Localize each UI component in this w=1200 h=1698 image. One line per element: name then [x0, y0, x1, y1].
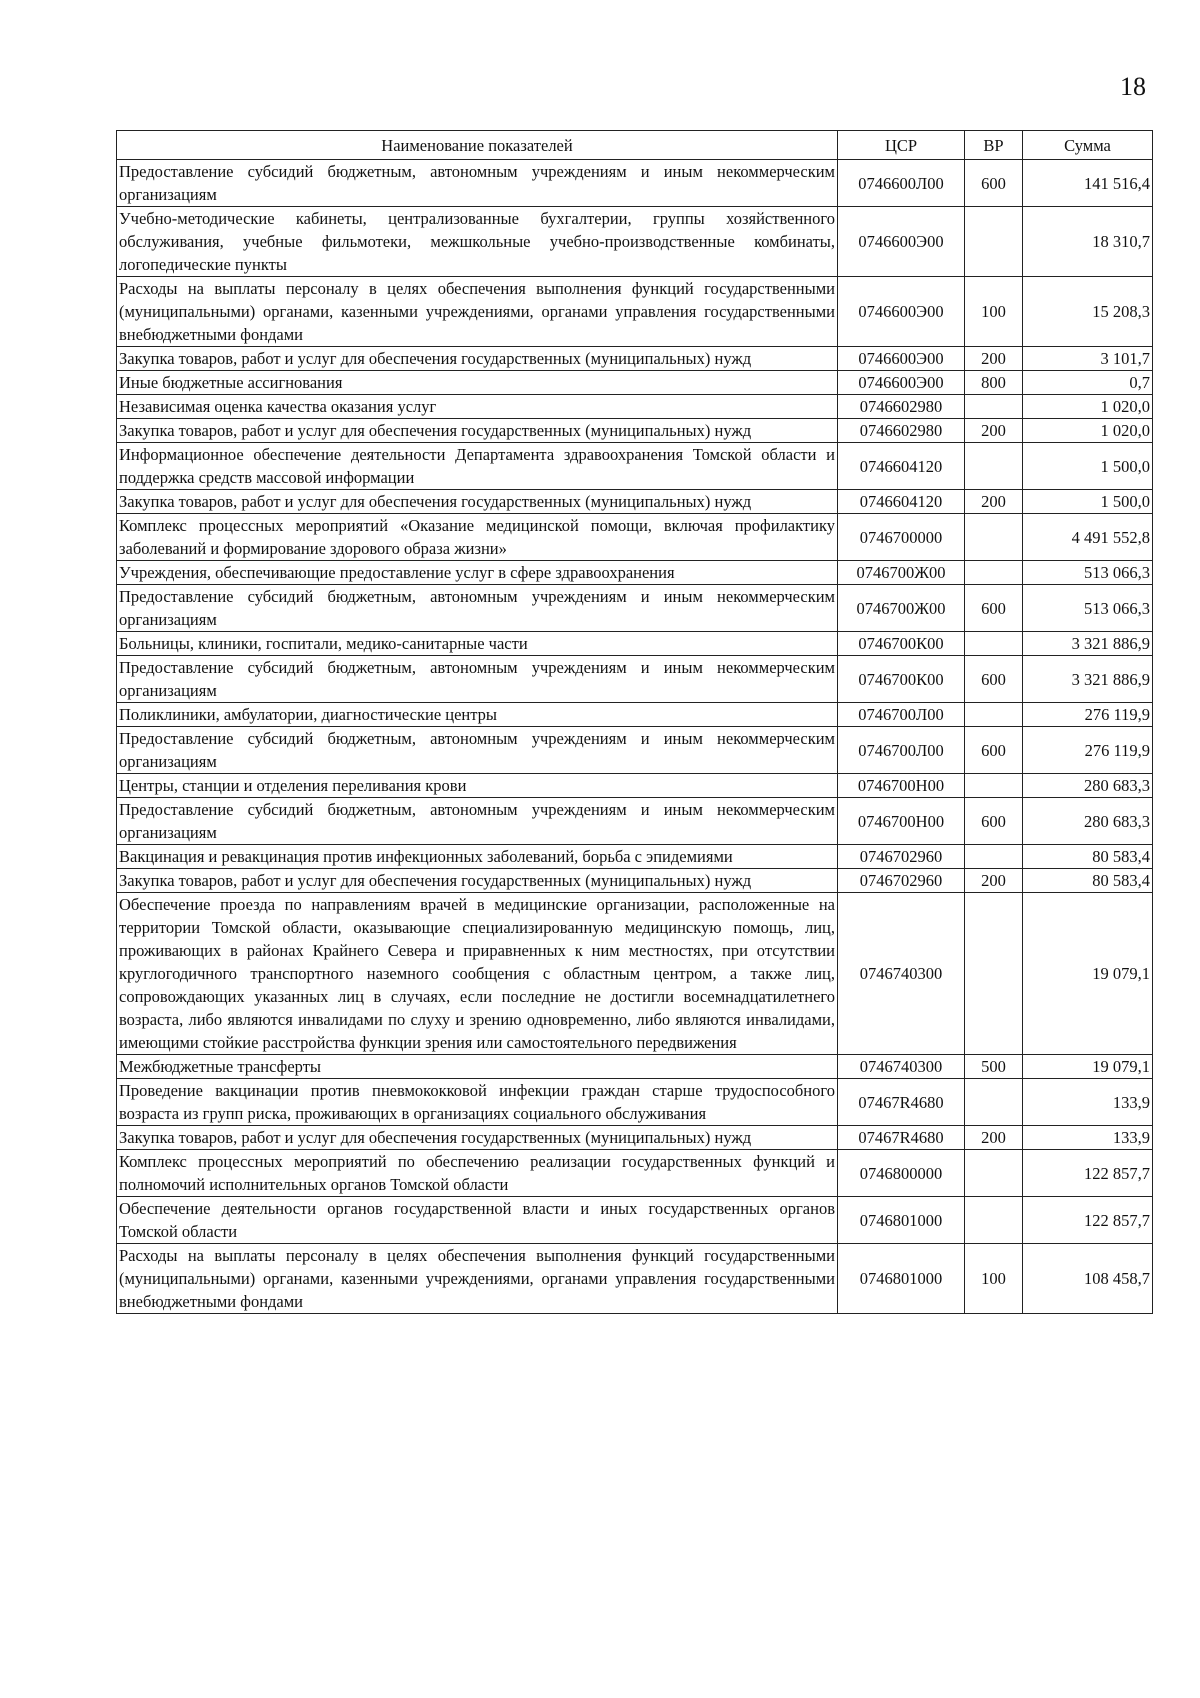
- cell-vr: [965, 514, 1023, 561]
- cell-sum: 133,9: [1023, 1079, 1153, 1126]
- cell-csr: 0746700Н00: [838, 798, 965, 845]
- cell-vr: [965, 774, 1023, 798]
- table-row: [117, 798, 1153, 845]
- cell-vr: 600: [965, 585, 1023, 632]
- cell-name: Предоставление субсидий бюджетным, автономным учреждениям и иным некоммерческим организациям: [117, 160, 838, 207]
- cell-csr: 0746702960: [838, 869, 965, 893]
- cell-name: Информационное обеспечение деятельности Департамента здравоохранения Томской области и поддержка средств массовой информации: [117, 443, 838, 490]
- cell-name: Расходы на выплаты персоналу в целях обеспечения выполнения функций государственными (муниципальными) органами, казенными учреждениями, органами управления государственными внебюджетными фондами: [117, 1244, 838, 1314]
- cell-csr: 0746740300: [838, 893, 965, 1055]
- table-row: [117, 727, 1153, 774]
- table-row: [117, 490, 1153, 514]
- table-row: [117, 869, 1153, 893]
- cell-vr: 200: [965, 419, 1023, 443]
- table-row: [117, 1079, 1153, 1126]
- table-row: [117, 1197, 1153, 1244]
- cell-vr: [965, 443, 1023, 490]
- cell-sum: 80 583,4: [1023, 869, 1153, 893]
- table-row: [117, 207, 1153, 277]
- cell-name: Комплекс процессных мероприятий по обеспечению реализации государственных функций и полномочий исполнительных органов Томской области: [117, 1150, 838, 1197]
- cell-vr: 100: [965, 1244, 1023, 1314]
- cell-csr: 0746700Л00: [838, 703, 965, 727]
- cell-csr: 0746600Э00: [838, 347, 965, 371]
- cell-sum: 4 491 552,8: [1023, 514, 1153, 561]
- cell-vr: [965, 893, 1023, 1055]
- cell-name: Закупка товаров, работ и услуг для обеспечения государственных (муниципальных) нужд: [117, 1126, 838, 1150]
- table-row: [117, 395, 1153, 419]
- cell-name: Закупка товаров, работ и услуг для обеспечения государственных (муниципальных) нужд: [117, 419, 838, 443]
- cell-csr: 0746700Ж00: [838, 585, 965, 632]
- cell-sum: 3 321 886,9: [1023, 632, 1153, 656]
- table-row: [117, 1150, 1153, 1197]
- cell-vr: 600: [965, 656, 1023, 703]
- cell-csr: 0746602980: [838, 419, 965, 443]
- cell-csr: 0746801000: [838, 1244, 965, 1314]
- cell-vr: [965, 395, 1023, 419]
- cell-csr: 0746801000: [838, 1197, 965, 1244]
- cell-sum: 1 500,0: [1023, 443, 1153, 490]
- table-row: [117, 1126, 1153, 1150]
- cell-csr: 0746604120: [838, 443, 965, 490]
- table-row: [117, 656, 1153, 703]
- table-row: [117, 347, 1153, 371]
- cell-csr: 0746700000: [838, 514, 965, 561]
- cell-csr: 0746600Л00: [838, 160, 965, 207]
- cell-vr: 800: [965, 371, 1023, 395]
- cell-name: Предоставление субсидий бюджетным, автономным учреждениям и иным некоммерческим организациям: [117, 727, 838, 774]
- cell-vr: 100: [965, 277, 1023, 347]
- cell-name: Обеспечение деятельности органов государственной власти и иных государственных органов Томской области: [117, 1197, 838, 1244]
- table-row: [117, 514, 1153, 561]
- cell-name: Закупка товаров, работ и услуг для обеспечения государственных (муниципальных) нужд: [117, 490, 838, 514]
- table-row: [117, 632, 1153, 656]
- cell-csr: 0746600Э00: [838, 277, 965, 347]
- table-row: [117, 160, 1153, 207]
- cell-vr: [965, 207, 1023, 277]
- cell-sum: 0,7: [1023, 371, 1153, 395]
- cell-name: Межбюджетные трансферты: [117, 1055, 838, 1079]
- page-number: 18: [1120, 72, 1146, 101]
- cell-vr: [965, 1197, 1023, 1244]
- cell-name: Предоставление субсидий бюджетным, автономным учреждениям и иным некоммерческим организациям: [117, 656, 838, 703]
- header-name: Наименование показателей: [117, 131, 838, 160]
- cell-csr: 0746702960: [838, 845, 965, 869]
- header-csr: ЦСР: [838, 131, 965, 160]
- cell-sum: 133,9: [1023, 1126, 1153, 1150]
- cell-sum: 3 321 886,9: [1023, 656, 1153, 703]
- header-vr: ВР: [965, 131, 1023, 160]
- cell-name: Проведение вакцинации против пневмококковой инфекции граждан старше трудоспособного возраста из групп риска, проживающих в организациях социального обслуживания: [117, 1079, 838, 1126]
- cell-csr: 0746800000: [838, 1150, 965, 1197]
- table-row: [117, 845, 1153, 869]
- cell-csr: 0746700Ж00: [838, 561, 965, 585]
- table-row: [117, 419, 1153, 443]
- table-row: [117, 561, 1153, 585]
- cell-name: Центры, станции и отделения переливания крови: [117, 774, 838, 798]
- cell-name: Обеспечение проезда по направлениям врачей в медицинские организации, расположенные на территории Томской области, оказывающие специализированную медицинскую помощь, лиц, проживающих в районах Крайнего Севера и приравненных к ним местностях, при отсутствии круглогодичного транспортного наземного сообщения с областным центром, а также лиц, сопровождающих указанных лиц в случаях, если последние не достигли восемнадцатилетнего возраста, либо являются инвалидами по слуху и зрению одновременно, либо являются инвалидами, имеющими стойкие расстройства функции зрения или самостоятельного передвижения: [117, 893, 838, 1055]
- cell-sum: 1 020,0: [1023, 395, 1153, 419]
- cell-sum: 1 020,0: [1023, 419, 1153, 443]
- cell-vr: 500: [965, 1055, 1023, 1079]
- cell-sum: 15 208,3: [1023, 277, 1153, 347]
- cell-csr: 07467R4680: [838, 1079, 965, 1126]
- cell-name: Комплекс процессных мероприятий «Оказание медицинской помощи, включая профилактику заболеваний и формирование здорового образа жизни»: [117, 514, 838, 561]
- cell-name: Закупка товаров, работ и услуг для обеспечения государственных (муниципальных) нужд: [117, 347, 838, 371]
- cell-sum: 19 079,1: [1023, 893, 1153, 1055]
- cell-vr: 600: [965, 160, 1023, 207]
- cell-sum: 141 516,4: [1023, 160, 1153, 207]
- table-row: [117, 774, 1153, 798]
- cell-sum: 276 119,9: [1023, 727, 1153, 774]
- table-row: [117, 1244, 1153, 1314]
- cell-name: Независимая оценка качества оказания услуг: [117, 395, 838, 419]
- cell-sum: 3 101,7: [1023, 347, 1153, 371]
- cell-sum: 280 683,3: [1023, 774, 1153, 798]
- cell-csr: 0746600Э00: [838, 371, 965, 395]
- cell-vr: [965, 703, 1023, 727]
- cell-vr: [965, 632, 1023, 656]
- cell-name: Предоставление субсидий бюджетным, автономным учреждениям и иным некоммерческим организациям: [117, 585, 838, 632]
- cell-name: Учреждения, обеспечивающие предоставление услуг в сфере здравоохранения: [117, 561, 838, 585]
- cell-csr: 0746600Э00: [838, 207, 965, 277]
- table-row: [117, 703, 1153, 727]
- cell-vr: [965, 1150, 1023, 1197]
- cell-name: Расходы на выплаты персоналу в целях обеспечения выполнения функций государственными (муниципальными) органами, казенными учреждениями, органами управления государственными внебюджетными фондами: [117, 277, 838, 347]
- table-row: [117, 1055, 1153, 1079]
- cell-vr: [965, 845, 1023, 869]
- cell-name: Учебно-методические кабинеты, централизованные бухгалтерии, группы хозяйственного обслуживания, учебные фильмотеки, межшкольные учебно-производственные комбинаты, логопедические пункты: [117, 207, 838, 277]
- budget-table: [116, 130, 1153, 1314]
- table-row: [117, 893, 1153, 1055]
- table-row: [117, 443, 1153, 490]
- table-row: [117, 277, 1153, 347]
- cell-sum: 276 119,9: [1023, 703, 1153, 727]
- table-header-row: [117, 131, 1153, 160]
- header-sum: Сумма: [1023, 131, 1153, 160]
- cell-name: Поликлиники, амбулатории, диагностические центры: [117, 703, 838, 727]
- cell-sum: 513 066,3: [1023, 585, 1153, 632]
- cell-vr: 600: [965, 727, 1023, 774]
- cell-sum: 513 066,3: [1023, 561, 1153, 585]
- cell-csr: 0746700К00: [838, 656, 965, 703]
- cell-sum: 18 310,7: [1023, 207, 1153, 277]
- table-row: [117, 585, 1153, 632]
- cell-csr: 07467R4680: [838, 1126, 965, 1150]
- cell-sum: 108 458,7: [1023, 1244, 1153, 1314]
- cell-csr: 0746700К00: [838, 632, 965, 656]
- cell-name: Больницы, клиники, госпитали, медико-санитарные части: [117, 632, 838, 656]
- cell-csr: 0746700Л00: [838, 727, 965, 774]
- cell-vr: [965, 561, 1023, 585]
- cell-csr: 0746602980: [838, 395, 965, 419]
- cell-vr: 600: [965, 798, 1023, 845]
- cell-name: Закупка товаров, работ и услуг для обеспечения государственных (муниципальных) нужд: [117, 869, 838, 893]
- cell-sum: 280 683,3: [1023, 798, 1153, 845]
- cell-name: Вакцинация и ревакцинация против инфекционных заболеваний, борьба с эпидемиями: [117, 845, 838, 869]
- cell-vr: [965, 1079, 1023, 1126]
- cell-vr: 200: [965, 347, 1023, 371]
- table-row: [117, 371, 1153, 395]
- cell-name: Предоставление субсидий бюджетным, автономным учреждениям и иным некоммерческим организациям: [117, 798, 838, 845]
- cell-name: Иные бюджетные ассигнования: [117, 371, 838, 395]
- cell-sum: 122 857,7: [1023, 1150, 1153, 1197]
- cell-csr: 0746740300: [838, 1055, 965, 1079]
- cell-sum: 122 857,7: [1023, 1197, 1153, 1244]
- cell-sum: 1 500,0: [1023, 490, 1153, 514]
- cell-vr: 200: [965, 490, 1023, 514]
- cell-sum: 80 583,4: [1023, 845, 1153, 869]
- cell-sum: 19 079,1: [1023, 1055, 1153, 1079]
- cell-csr: 0746604120: [838, 490, 965, 514]
- cell-csr: 0746700Н00: [838, 774, 965, 798]
- cell-vr: 200: [965, 869, 1023, 893]
- cell-vr: 200: [965, 1126, 1023, 1150]
